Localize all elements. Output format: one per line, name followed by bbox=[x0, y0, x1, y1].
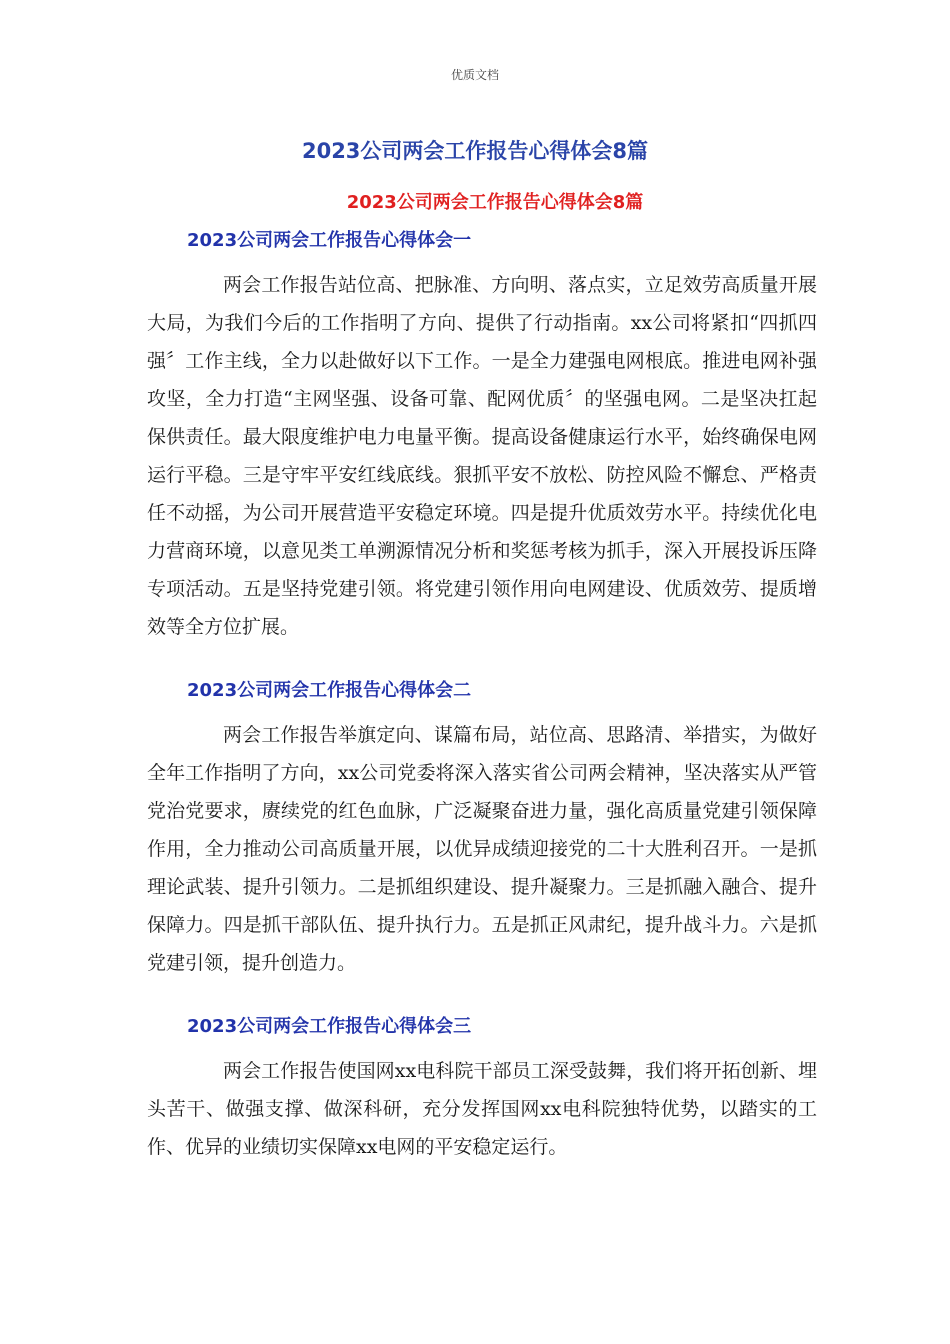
page-header: 优质文档 bbox=[450, 68, 499, 82]
section-heading-2: 2023公司两会工作报告心得体会二 bbox=[187, 680, 472, 701]
section-paragraph-3: 两会工作报告使国网xx电科院干部员工深受鼓舞，我们将开拓创新、埋头苦干、做强支撑、做深科研，充分发挥国网xx电科院独特优势，以踏实的工作、优异的业绩切实保障xx电网的平安稳定运行。 bbox=[147, 1060, 817, 1158]
document-title: 2023公司两会工作报告心得体会8篇 bbox=[301, 139, 649, 163]
section-paragraph-1: 两会工作报告站位高、把脉准、方向明、落点实，立足效劳高质量开展大局，为我们今后的工作指明了方向、提供了行动指南。xx公司将紧扣“四抓四强〞工作主线，全力以赴做好以下工作。一是全力建强电网根底。推进电网补强攻坚，全力打造“主网坚强、设备可靠、配网优质〞的坚强电网。二是坚决扛起保供责任。最大限度维护电力电量平衡。提高设备健康运行水平，始终确保电网运行平稳。三是守牢平安红线底线。狠抓平安不放松、防控风险不懈怠、严格责任不动摇，为公司开展营造平安稳定环境。四是提升优质效劳水平。持续优化电力营商环境，以意见类工单溯源情况分析和奖惩考核为抓手，深入开展投诉压降专项活动。五是坚持党建引领。将党建引领作用向电网建设、优质效劳、提质增效等全方位扩展。 bbox=[147, 274, 817, 638]
document-subtitle: 2023公司两会工作报告心得体会8篇 bbox=[346, 192, 644, 213]
section-paragraph-2: 两会工作报告举旗定向、谋篇布局，站位高、思路清、举措实，为做好全年工作指明了方向，xx公司党委将深入落实省公司两会精神，坚决落实从严管党治党要求，赓续党的红色血脉，广泛凝聚奋进力量，强化高质量党建引领保障作用，全力推动公司高质量开展，以优异成绩迎接党的二十大胜利召开。一是抓理论武装、提升引领力。二是抓组织建设、提升凝聚力。三是抓融入融合、提升保障力。四是抓干部队伍、提升执行力。五是抓正风肃纪，提升战斗力。六是抓党建引领，提升创造力。 bbox=[147, 724, 817, 974]
section-heading-3: 2023公司两会工作报告心得体会三 bbox=[187, 1016, 472, 1037]
section-heading-1: 2023公司两会工作报告心得体会一 bbox=[187, 230, 472, 251]
document-body bbox=[147, 228, 817, 1166]
